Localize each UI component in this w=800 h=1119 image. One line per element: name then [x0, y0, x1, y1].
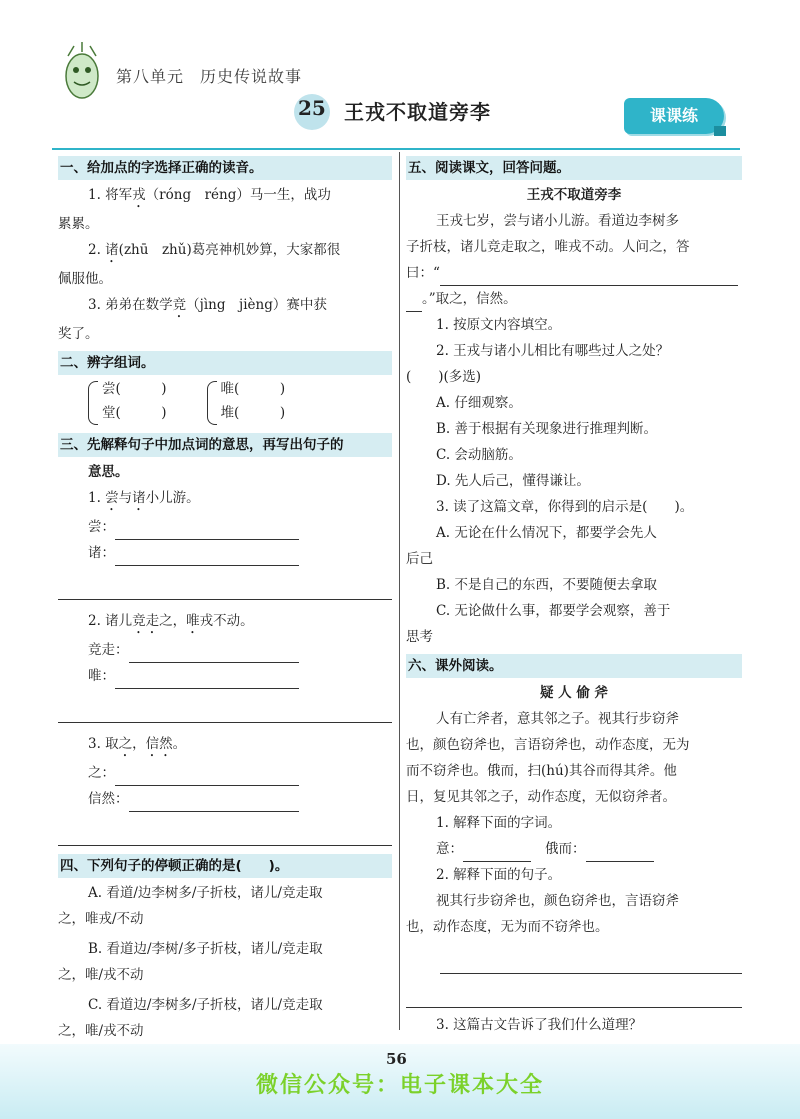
s5-question-1: 1. 按原文内容填空。 [436, 317, 562, 333]
s3-q3-answer-2[interactable]: 信然： [58, 786, 392, 812]
lesson-title: 王戎不取道旁李 [344, 100, 491, 124]
s5-q2-option-a[interactable]: A. 仔细观察。 [436, 395, 522, 411]
word-item[interactable]: 堂( ) [102, 405, 167, 421]
s6-text-line: 人有亡斧者，意其邻之子。视其行步窃斧 [436, 711, 679, 727]
s6-q2-sentence-cont: 也，动作态度，无为而不窃斧也。 [406, 919, 609, 935]
s3-q1-answer-1[interactable]: 尝： [58, 514, 392, 540]
s3-q2-sentence-line[interactable] [58, 689, 392, 723]
s5-text-line[interactable]: 。”取之，信然。 [406, 286, 742, 312]
word-item[interactable]: 尝( ) [102, 381, 167, 397]
s5-q3-option-a-cont: 后己 [406, 551, 433, 567]
s3-question-1: 1. 尝与诸小儿游。 [88, 490, 200, 506]
s5-q3-option-c[interactable]: C. 无论做什么事，都要学会观察，善于 [436, 603, 671, 619]
s1-question-3-cont: 奖了。 [58, 326, 99, 342]
s3-question-2: 2. 诸儿竞走之，唯戎不动。 [88, 613, 254, 629]
s5-q2-option-b[interactable]: B. 善于根据有关现象进行推理判断。 [436, 421, 658, 437]
mascot-icon [56, 40, 108, 104]
s5-question-2-paren[interactable]: ( )(多选) [406, 369, 482, 385]
s6-text-title: 疑 人 偷 斧 [539, 685, 609, 701]
word-groups [58, 377, 392, 429]
word-item[interactable]: 堆( ) [220, 405, 286, 421]
unit-label: 第八单元 [116, 67, 185, 86]
s6-q2-sentence: 视其行步窃斧也，颜色窃斧也，言语窃斧 [436, 893, 679, 909]
s5-q3-option-a[interactable]: A. 无论在什么情况下，都要学会先人 [436, 525, 657, 541]
section-4-title: 四、下列句子的停顿正确的是( )。 [58, 854, 392, 878]
s4-option-b-cont: 之，唯/戎不动 [58, 967, 144, 983]
s6-question-3: 3. 这篇古文告诉了我们什么道理？ [436, 1017, 643, 1033]
s3-q1-sentence-line[interactable] [58, 566, 392, 600]
word-item[interactable]: 唯( ) [220, 381, 286, 397]
s5-text-title: 王戎不取道旁李 [526, 187, 622, 203]
s1-question-3: 3. 弟弟在数学竞（jìng jièng）赛中获 [88, 297, 327, 313]
unit-heading [116, 64, 302, 87]
s4-option-a[interactable]: A. 看道/边李树多/子折枝，诸儿/竞走取 [88, 885, 323, 901]
s3-q2-answer-2[interactable]: 唯： [58, 663, 392, 689]
badge-tab-decoration [714, 126, 726, 136]
s5-q2-option-c[interactable]: C. 会动脑筋。 [436, 447, 522, 463]
s1-question-2: 2. 诸(zhū zhǔ)葛亮神机妙算，大家都很 [88, 242, 341, 258]
column-divider [399, 152, 400, 1030]
footer-watermark: 微信公众号：电子课本大全 [255, 1073, 544, 1098]
word-group-1 [88, 377, 167, 429]
section-3-title-cont: 意思。 [88, 464, 129, 480]
s6-text-line: 日，复见其邻之子，动作态度，无似窃斧者。 [406, 789, 676, 805]
right-column [406, 152, 742, 1102]
s1-question-1: 1. 将军戎（róng réng）马一生，战功 [88, 187, 331, 203]
brace-icon [88, 381, 98, 425]
s6-text-line: 而不窃斧也。俄而，扫(hú)其谷而得其斧。他 [406, 763, 677, 779]
word-group-2 [207, 377, 286, 429]
s3-question-3: 3. 取之，信然。 [88, 736, 187, 752]
s1-question-1-cont: 累累。 [58, 216, 99, 232]
s6-question-1: 1. 解释下面的字词。 [436, 815, 562, 831]
s3-q3-answer-1[interactable]: 之： [58, 760, 392, 786]
section-6-title: 六、课外阅读。 [406, 654, 742, 678]
header-divider [52, 148, 740, 150]
section-2-title: 二、辨字组词。 [58, 351, 392, 375]
section-5-title: 五、阅读课文，回答问题。 [406, 156, 742, 180]
s5-text-line: 王戎七岁，尝与诸小儿游。看道边李树多 [436, 213, 679, 229]
s3-q2-answer-1[interactable]: 竞走： [58, 637, 392, 663]
s1-question-2-cont: 佩服他。 [58, 271, 112, 287]
section-1-title: 一、给加点的字选择正确的读音。 [58, 156, 392, 180]
s5-q3-option-b[interactable]: B. 不是自己的东西，不要随便去拿取 [436, 577, 658, 593]
unit-theme: 历史传说故事 [200, 67, 303, 86]
s6-q2-answer-line[interactable] [440, 940, 742, 974]
s5-question-2: 2. 王戎与诸小儿相比有哪些过人之处？ [436, 343, 670, 359]
brace-icon [207, 381, 217, 425]
s4-option-b[interactable]: B. 看道边/李树/多子折枝，诸儿/竞走取 [88, 941, 323, 957]
s5-question-3: 3. 读了这篇文章，你得到的启示是( )。 [436, 499, 694, 515]
s3-q3-sentence-line[interactable] [58, 812, 392, 846]
section-3-title: 三、先解释句子中加点词的意思，再写出句子的 [58, 433, 392, 457]
lesson-number: 25 [298, 96, 326, 120]
s5-text-line: 子折枝，诸儿竞走取之，唯戎不动。人问之，答 [406, 239, 690, 255]
s5-text-line[interactable]: 曰：“ [406, 260, 742, 286]
s5-q2-option-d[interactable]: D. 先人后己，懂得谦让。 [436, 473, 590, 489]
s4-option-a-cont: 之，唯戎/不动 [58, 911, 144, 927]
s4-option-c[interactable]: C. 看道边/李树多/子折枝，诸儿/竞走取 [88, 997, 323, 1013]
s5-q3-option-c-cont: 思考 [406, 629, 433, 645]
practice-badge: 课课练 [624, 98, 724, 134]
s6-text-line: 也，颜色窃斧也，言语窃斧也，动作态度，无为 [406, 737, 690, 753]
left-column [58, 152, 392, 1044]
s3-q1-answer-2[interactable]: 诸： [58, 540, 392, 566]
s6-q2-answer-line[interactable] [406, 974, 742, 1008]
s6-question-2: 2. 解释下面的句子。 [436, 867, 562, 883]
s6-q1-answers[interactable]: 意： 俄而： [406, 836, 742, 862]
page-number: 56 [386, 1050, 407, 1068]
s4-option-c-cont: 之，唯/戎不动 [58, 1023, 144, 1039]
